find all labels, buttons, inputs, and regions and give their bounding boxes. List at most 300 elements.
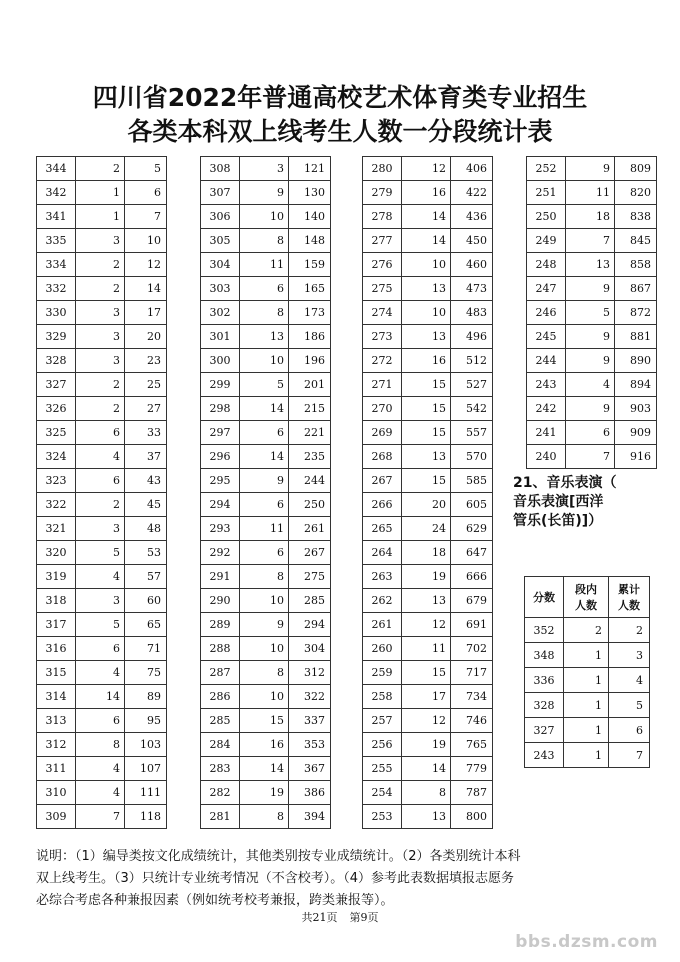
- score-cell: 294: [201, 493, 240, 517]
- header-score: 分数: [525, 577, 564, 618]
- table-row: [37, 181, 167, 205]
- segment-count-cell: 5: [240, 373, 289, 397]
- score-cell: 319: [37, 565, 76, 589]
- segment-count-cell: 8: [402, 781, 451, 805]
- score-cell: 281: [201, 805, 240, 829]
- segment-count-cell: 14: [402, 229, 451, 253]
- segment-count-cell: 5: [76, 613, 125, 637]
- cumulative-count-cell: 422: [451, 181, 493, 205]
- table-row: [201, 781, 331, 805]
- segment-count-cell: 1: [76, 181, 125, 205]
- cumulative-count-cell: 702: [451, 637, 493, 661]
- score-cell: 334: [37, 253, 76, 277]
- segment-count-cell: 1: [564, 668, 609, 693]
- segment-count-cell: 4: [76, 781, 125, 805]
- table-row: [363, 541, 493, 565]
- score-cell: 258: [363, 685, 402, 709]
- score-cell: 336: [525, 668, 564, 693]
- table-row: [527, 253, 657, 277]
- cumulative-count-cell: 512: [451, 349, 493, 373]
- cumulative-count-cell: 285: [289, 589, 331, 613]
- score-cell: 317: [37, 613, 76, 637]
- segment-count-cell: 18: [402, 541, 451, 565]
- cumulative-count-cell: 691: [451, 613, 493, 637]
- segment-count-cell: 2: [76, 253, 125, 277]
- cumulative-count-cell: 585: [451, 469, 493, 493]
- table-row: [527, 277, 657, 301]
- table-row: [363, 421, 493, 445]
- score-cell: 276: [363, 253, 402, 277]
- score-cell: 272: [363, 349, 402, 373]
- score-cell: 250: [527, 205, 566, 229]
- page-footer: [0, 909, 680, 925]
- table-row: [201, 733, 331, 757]
- table-row: [37, 685, 167, 709]
- score-cell: 287: [201, 661, 240, 685]
- cumulative-count-cell: 557: [451, 421, 493, 445]
- table-row: [37, 733, 167, 757]
- segment-count-cell: 1: [564, 743, 609, 768]
- cumulative-count-cell: 140: [289, 205, 331, 229]
- table-row: [363, 397, 493, 421]
- score-cell: 241: [527, 421, 566, 445]
- segment-count-cell: 14: [240, 397, 289, 421]
- cumulative-count-cell: 53: [125, 541, 167, 565]
- score-cell: 328: [525, 693, 564, 718]
- segment-count-cell: 9: [566, 397, 615, 421]
- table-row: [363, 637, 493, 661]
- segment-count-cell: 4: [566, 373, 615, 397]
- segment-count-cell: 10: [240, 685, 289, 709]
- table-row: [525, 718, 650, 743]
- cumulative-count-cell: 7: [609, 743, 650, 768]
- music-performance-table: [524, 576, 650, 768]
- segment-count-cell: 13: [240, 325, 289, 349]
- score-cell: 247: [527, 277, 566, 301]
- table-row: [201, 709, 331, 733]
- table-row: [201, 661, 331, 685]
- segment-count-cell: 3: [240, 157, 289, 181]
- score-cell: 330: [37, 301, 76, 325]
- table-row: [363, 589, 493, 613]
- table-row: [37, 157, 167, 181]
- segment-count-cell: 1: [564, 643, 609, 668]
- segment-count-cell: 6: [240, 493, 289, 517]
- score-cell: 265: [363, 517, 402, 541]
- segment-count-cell: 11: [566, 181, 615, 205]
- cumulative-count-cell: 353: [289, 733, 331, 757]
- score-cell: 256: [363, 733, 402, 757]
- segment-count-cell: 2: [76, 277, 125, 301]
- score-cell: 252: [527, 157, 566, 181]
- table-row: [527, 397, 657, 421]
- segment-count-cell: 16: [240, 733, 289, 757]
- score-cell: 312: [37, 733, 76, 757]
- cumulative-count-cell: 5: [609, 693, 650, 718]
- segment-count-cell: 9: [566, 157, 615, 181]
- segment-count-cell: 4: [76, 757, 125, 781]
- cumulative-count-cell: 45: [125, 493, 167, 517]
- cumulative-count-cell: 542: [451, 397, 493, 421]
- score-cell: 271: [363, 373, 402, 397]
- cumulative-count-cell: 881: [615, 325, 657, 349]
- segment-count-cell: 13: [402, 445, 451, 469]
- cumulative-count-cell: 275: [289, 565, 331, 589]
- segment-count-cell: 2: [76, 373, 125, 397]
- score-cell: 280: [363, 157, 402, 181]
- segment-count-cell: 14: [402, 757, 451, 781]
- table-row: [37, 349, 167, 373]
- cumulative-count-cell: 235: [289, 445, 331, 469]
- cumulative-count-cell: 186: [289, 325, 331, 349]
- score-cell: 305: [201, 229, 240, 253]
- segment-count-cell: 10: [240, 589, 289, 613]
- score-cell: 286: [201, 685, 240, 709]
- segment-count-cell: 5: [76, 541, 125, 565]
- score-cell: 251: [527, 181, 566, 205]
- cumulative-count-cell: 4: [609, 668, 650, 693]
- table-row: [527, 301, 657, 325]
- cumulative-count-cell: 48: [125, 517, 167, 541]
- segment-count-cell: 8: [240, 805, 289, 829]
- score-cell: 240: [527, 445, 566, 469]
- score-cell: 244: [527, 349, 566, 373]
- score-cell: 267: [363, 469, 402, 493]
- score-cell: 328: [37, 349, 76, 373]
- segment-count-cell: 4: [76, 565, 125, 589]
- table-row: [201, 229, 331, 253]
- segment-count-cell: 16: [402, 181, 451, 205]
- cumulative-count-cell: 629: [451, 517, 493, 541]
- section-heading-line-1: 21、音乐表演（: [513, 475, 617, 491]
- table-row: [37, 493, 167, 517]
- cumulative-count-cell: 196: [289, 349, 331, 373]
- score-cell: 327: [525, 718, 564, 743]
- cumulative-count-cell: 57: [125, 565, 167, 589]
- score-cell: 275: [363, 277, 402, 301]
- segment-count-cell: 4: [76, 445, 125, 469]
- cumulative-count-cell: 103: [125, 733, 167, 757]
- table-row: [527, 325, 657, 349]
- segment-count-cell: 12: [402, 157, 451, 181]
- cumulative-count-cell: 800: [451, 805, 493, 829]
- segment-count-cell: 11: [240, 517, 289, 541]
- score-cell: 291: [201, 565, 240, 589]
- score-cell: 323: [37, 469, 76, 493]
- cumulative-count-cell: 473: [451, 277, 493, 301]
- segment-count-cell: 10: [240, 205, 289, 229]
- segment-count-cell: 13: [402, 805, 451, 829]
- table-row: [363, 277, 493, 301]
- cumulative-count-cell: 787: [451, 781, 493, 805]
- notes-line-3: 必综合考虑各种兼报因素（例如统考校考兼报，跨类兼报等）。: [36, 893, 394, 908]
- table-row: [525, 743, 650, 768]
- table-row: [37, 805, 167, 829]
- segment-count-cell: 10: [402, 253, 451, 277]
- table-row: [37, 229, 167, 253]
- table-row: [37, 541, 167, 565]
- segment-count-cell: 10: [402, 301, 451, 325]
- cumulative-count-cell: 148: [289, 229, 331, 253]
- score-cell: 263: [363, 565, 402, 589]
- table-row: [201, 589, 331, 613]
- table-row: [201, 421, 331, 445]
- segment-count-cell: 8: [76, 733, 125, 757]
- cumulative-count-cell: 121: [289, 157, 331, 181]
- cumulative-count-cell: 267: [289, 541, 331, 565]
- table-row: [363, 325, 493, 349]
- cumulative-count-cell: 75: [125, 661, 167, 685]
- score-cell: 298: [201, 397, 240, 421]
- table-row: [527, 157, 657, 181]
- cumulative-count-cell: 33: [125, 421, 167, 445]
- table-row: [201, 157, 331, 181]
- cumulative-count-cell: 820: [615, 181, 657, 205]
- total-pages: 共21页: [301, 911, 338, 924]
- table-row: [201, 349, 331, 373]
- score-cell: 316: [37, 637, 76, 661]
- table-row: [363, 181, 493, 205]
- cumulative-count-cell: 6: [609, 718, 650, 743]
- table-row: [363, 445, 493, 469]
- score-cell: 327: [37, 373, 76, 397]
- score-cell: 283: [201, 757, 240, 781]
- table-row: [37, 757, 167, 781]
- cumulative-count-cell: 867: [615, 277, 657, 301]
- segment-count-cell: 2: [76, 397, 125, 421]
- score-cell: 311: [37, 757, 76, 781]
- segment-count-cell: 1: [76, 205, 125, 229]
- table-row: [37, 373, 167, 397]
- table-row: [37, 709, 167, 733]
- table-row: [37, 325, 167, 349]
- table-row: [37, 445, 167, 469]
- cumulative-count-cell: 605: [451, 493, 493, 517]
- score-cell: 296: [201, 445, 240, 469]
- cumulative-count-cell: 130: [289, 181, 331, 205]
- score-cell: 284: [201, 733, 240, 757]
- segment-count-cell: 14: [402, 205, 451, 229]
- notes-line-2: 双上线考生。（3）只统计专业统考情况（不含校考）。（4）参考此表数据填报志愿务: [36, 871, 515, 886]
- table-row: [201, 397, 331, 421]
- table-row: [37, 205, 167, 229]
- score-cell: 304: [201, 253, 240, 277]
- table-row: [363, 253, 493, 277]
- cumulative-count-cell: 118: [125, 805, 167, 829]
- segment-count-cell: 19: [402, 733, 451, 757]
- score-cell: 266: [363, 493, 402, 517]
- section-heading-line-3: 管乐(长笛)]）: [513, 513, 603, 529]
- table-row: [37, 589, 167, 613]
- header-segment-count: 段内 人数: [564, 577, 609, 618]
- table-row: [527, 445, 657, 469]
- score-cell: 257: [363, 709, 402, 733]
- table-row: [201, 277, 331, 301]
- section-heading-line-2: 音乐表演[西洋: [513, 494, 604, 510]
- table-row: [201, 253, 331, 277]
- table-row: [201, 805, 331, 829]
- segment-count-cell: 13: [402, 325, 451, 349]
- cumulative-count-cell: 65: [125, 613, 167, 637]
- score-cell: 246: [527, 301, 566, 325]
- score-cell: 245: [527, 325, 566, 349]
- table-row: [201, 517, 331, 541]
- cumulative-count-cell: 173: [289, 301, 331, 325]
- segment-count-cell: 15: [402, 373, 451, 397]
- segment-count-cell: 20: [402, 493, 451, 517]
- table-row: [525, 618, 650, 643]
- cumulative-count-cell: 394: [289, 805, 331, 829]
- segment-count-cell: 18: [566, 205, 615, 229]
- score-cell: 285: [201, 709, 240, 733]
- score-table-column-2: [200, 156, 331, 829]
- cumulative-count-cell: 3: [609, 643, 650, 668]
- segment-count-cell: 10: [240, 637, 289, 661]
- segment-count-cell: 6: [240, 541, 289, 565]
- segment-count-cell: 9: [566, 325, 615, 349]
- score-table-column-3: [362, 156, 493, 829]
- cumulative-count-cell: 779: [451, 757, 493, 781]
- notes-line-1: 说明：（1）编导类按文化成绩统计，其他类别按专业成绩统计。（2）各类别统计本科: [36, 849, 521, 864]
- cumulative-count-cell: 765: [451, 733, 493, 757]
- table-row: [525, 668, 650, 693]
- table-row: [527, 229, 657, 253]
- segment-count-cell: 6: [240, 421, 289, 445]
- segment-count-cell: 6: [566, 421, 615, 445]
- score-cell: 297: [201, 421, 240, 445]
- segment-count-cell: 15: [240, 709, 289, 733]
- score-cell: 326: [37, 397, 76, 421]
- table-row: [363, 349, 493, 373]
- segment-count-cell: 3: [76, 229, 125, 253]
- table-row: [201, 565, 331, 589]
- segment-count-cell: 2: [76, 493, 125, 517]
- score-cell: 277: [363, 229, 402, 253]
- cumulative-count-cell: 71: [125, 637, 167, 661]
- score-cell: 344: [37, 157, 76, 181]
- score-cell: 329: [37, 325, 76, 349]
- table-row: [363, 805, 493, 829]
- segment-count-cell: 11: [240, 253, 289, 277]
- cumulative-count-cell: 746: [451, 709, 493, 733]
- cumulative-count-cell: 304: [289, 637, 331, 661]
- table-row: [201, 301, 331, 325]
- table-row: [363, 493, 493, 517]
- segment-count-cell: 24: [402, 517, 451, 541]
- cumulative-count-cell: 312: [289, 661, 331, 685]
- cumulative-count-cell: 872: [615, 301, 657, 325]
- cumulative-count-cell: 6: [125, 181, 167, 205]
- score-cell: 318: [37, 589, 76, 613]
- cumulative-count-cell: 845: [615, 229, 657, 253]
- segment-count-cell: 6: [76, 421, 125, 445]
- cumulative-count-cell: 5: [125, 157, 167, 181]
- cumulative-count-cell: 95: [125, 709, 167, 733]
- segment-count-cell: 7: [566, 445, 615, 469]
- segment-count-cell: 14: [240, 757, 289, 781]
- segment-count-cell: 6: [76, 709, 125, 733]
- segment-count-cell: 9: [240, 613, 289, 637]
- table-row: [201, 493, 331, 517]
- segment-count-cell: 6: [240, 277, 289, 301]
- segment-count-cell: 6: [76, 469, 125, 493]
- table-row: [527, 205, 657, 229]
- score-cell: 270: [363, 397, 402, 421]
- section-heading: [513, 474, 675, 531]
- score-cell: 332: [37, 277, 76, 301]
- cumulative-count-cell: 717: [451, 661, 493, 685]
- table-row: [201, 613, 331, 637]
- table-row: [37, 301, 167, 325]
- score-table-column-4: [526, 156, 657, 469]
- cumulative-count-cell: 496: [451, 325, 493, 349]
- score-cell: 315: [37, 661, 76, 685]
- score-cell: 274: [363, 301, 402, 325]
- page-title-line-1: 四川省2022年普通高校艺术体育类专业招生: [92, 83, 588, 112]
- segment-count-cell: 4: [76, 661, 125, 685]
- table-row: [37, 781, 167, 805]
- table-row: [201, 325, 331, 349]
- score-cell: 289: [201, 613, 240, 637]
- cumulative-count-cell: 25: [125, 373, 167, 397]
- current-page: 第9页: [349, 911, 379, 924]
- score-cell: 268: [363, 445, 402, 469]
- score-table-column-1: [36, 156, 167, 829]
- table-row: [37, 277, 167, 301]
- score-cell: 313: [37, 709, 76, 733]
- cumulative-count-cell: 666: [451, 565, 493, 589]
- table-row: [363, 685, 493, 709]
- segment-count-cell: 13: [402, 277, 451, 301]
- segment-count-cell: 15: [402, 469, 451, 493]
- score-cell: 335: [37, 229, 76, 253]
- segment-count-cell: 12: [402, 613, 451, 637]
- cumulative-count-cell: 450: [451, 229, 493, 253]
- table-row: [363, 613, 493, 637]
- segment-count-cell: 15: [402, 397, 451, 421]
- segment-count-cell: 2: [564, 618, 609, 643]
- score-cell: 282: [201, 781, 240, 805]
- score-cell: 260: [363, 637, 402, 661]
- score-cell: 279: [363, 181, 402, 205]
- cumulative-count-cell: 460: [451, 253, 493, 277]
- table-row: [363, 757, 493, 781]
- score-cell: 255: [363, 757, 402, 781]
- table-row: [363, 661, 493, 685]
- score-cell: 320: [37, 541, 76, 565]
- table-row: [363, 157, 493, 181]
- score-cell: 308: [201, 157, 240, 181]
- cumulative-count-cell: 483: [451, 301, 493, 325]
- cumulative-count-cell: 7: [125, 205, 167, 229]
- cumulative-count-cell: 890: [615, 349, 657, 373]
- segment-count-cell: 9: [240, 469, 289, 493]
- segment-count-cell: 15: [402, 661, 451, 685]
- score-cell: 273: [363, 325, 402, 349]
- table-row: [363, 205, 493, 229]
- table-row: [37, 613, 167, 637]
- table-row: [363, 373, 493, 397]
- cumulative-count-cell: 916: [615, 445, 657, 469]
- score-cell: 301: [201, 325, 240, 349]
- segment-count-cell: 3: [76, 325, 125, 349]
- cumulative-count-cell: 111: [125, 781, 167, 805]
- table-row: [527, 373, 657, 397]
- table-row: [201, 181, 331, 205]
- segment-count-cell: 7: [566, 229, 615, 253]
- cumulative-count-cell: 250: [289, 493, 331, 517]
- table-row: [527, 349, 657, 373]
